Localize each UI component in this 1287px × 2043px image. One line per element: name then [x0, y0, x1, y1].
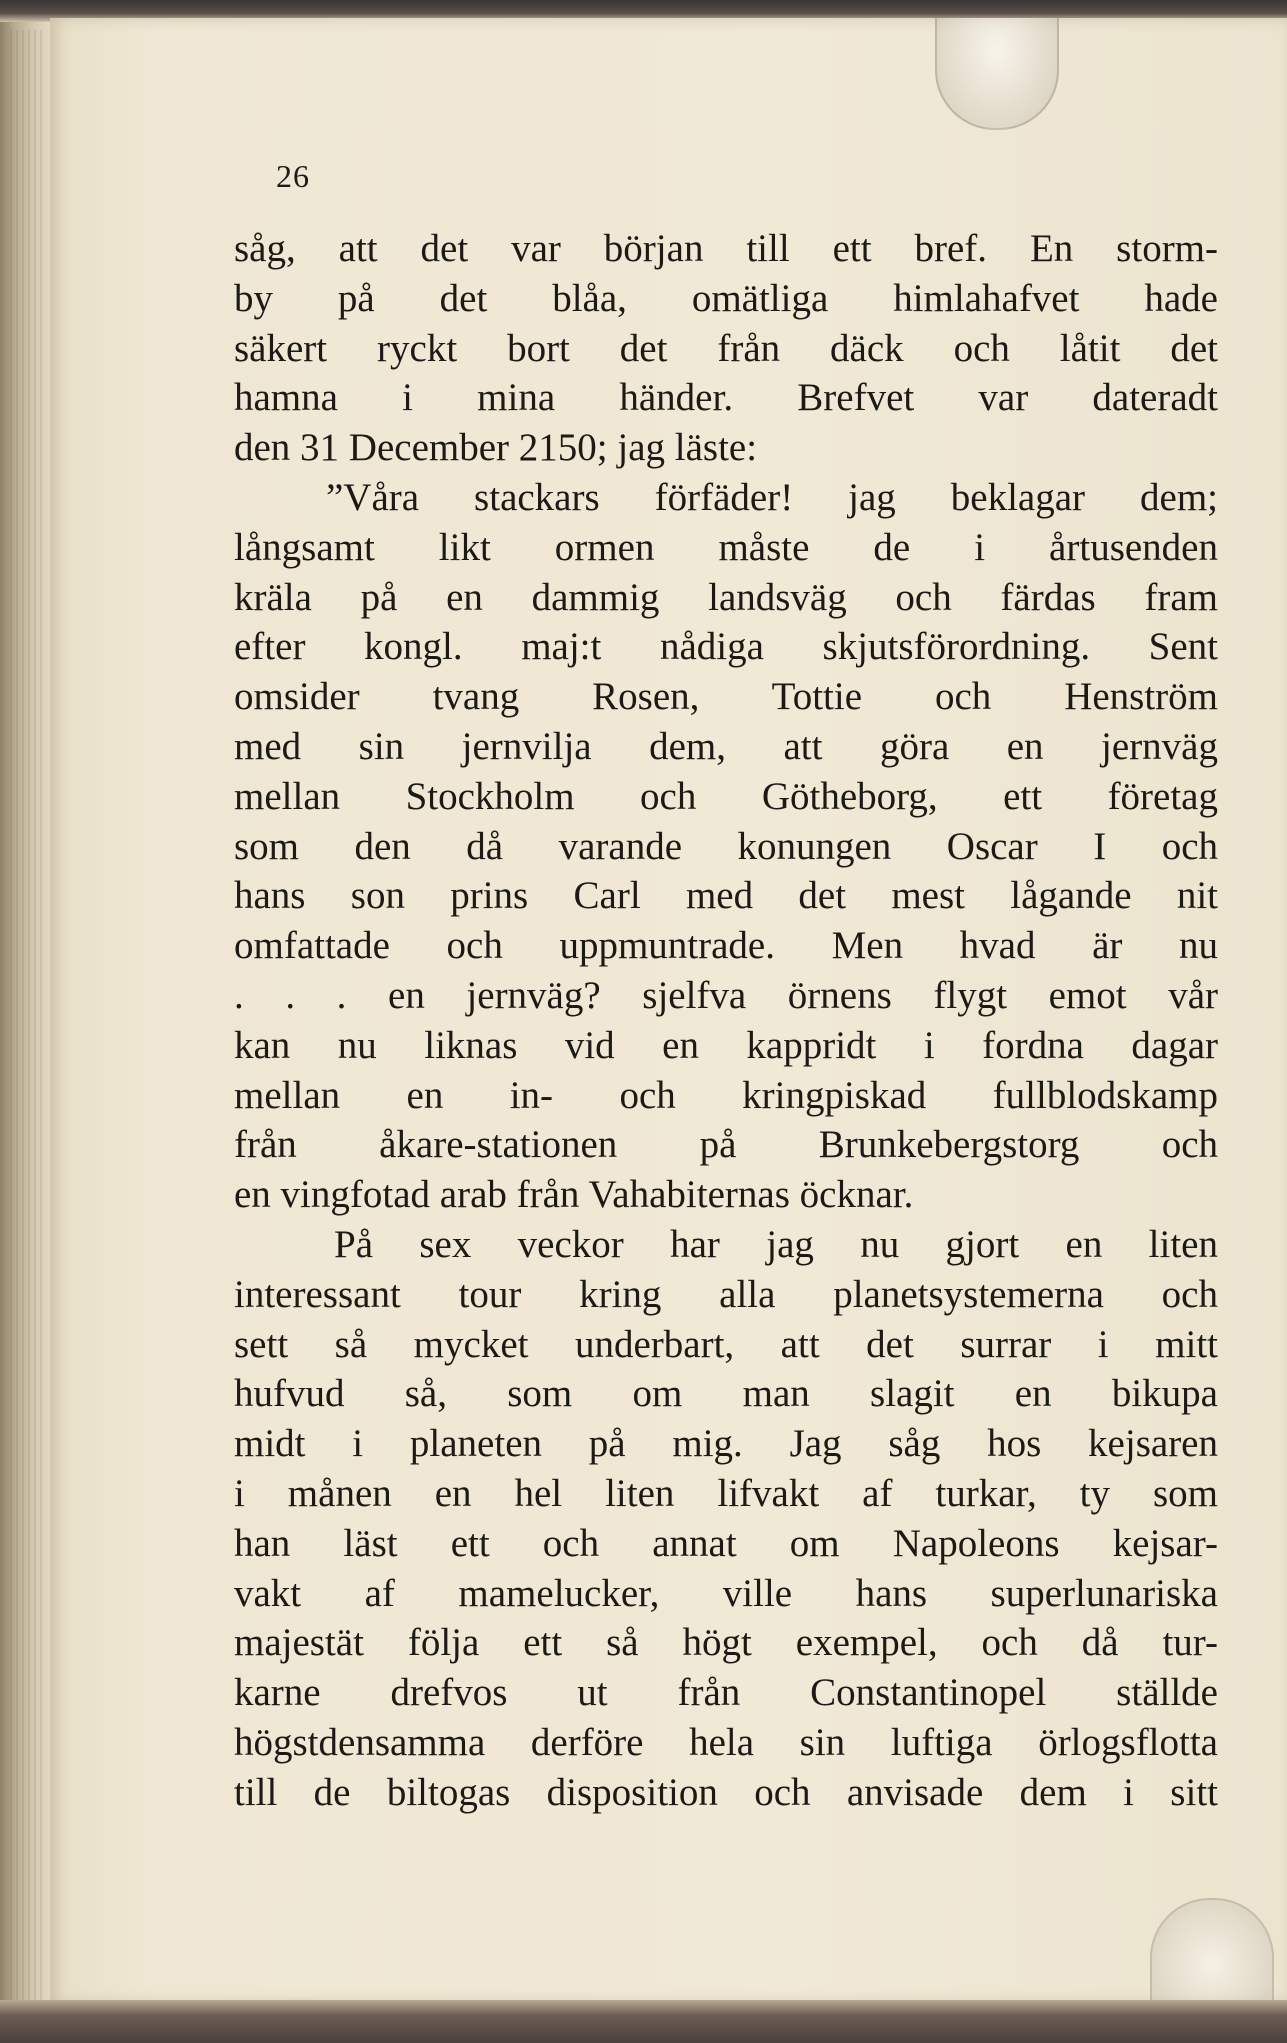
- text-line: majestät följa ett så högt exempel, och då tur-: [234, 1621, 1218, 1665]
- text-line: efter kongl. maj:t nådiga skjutsförordning. Sent: [234, 625, 1218, 669]
- text-line: han läst ett och annat om Napoleons kejsar-: [234, 1521, 1218, 1565]
- text-line: omfattade och uppmuntrade. Men hvad är nu: [234, 924, 1218, 968]
- spine-page-edges: [6, 30, 46, 2000]
- text-line: högstdensamma derföre hela sin luftiga örlogsflotta: [234, 1720, 1218, 1764]
- text-line: med sin jernvilja dem, att göra en jernväg: [234, 724, 1218, 768]
- text-line: från åkare-stationen på Brunkebergstorg och: [234, 1123, 1218, 1167]
- text-line: såg, att det var början till ett bref. En storm-: [234, 227, 1218, 270]
- text-line: by på det blåa, omätliga himlahafvet hade: [234, 276, 1218, 320]
- text-line: långsamt likt ormen måste de i årtusenden: [234, 525, 1218, 569]
- text-line: sett så mycket underbart, att det surrar i mitt: [234, 1322, 1218, 1366]
- text-line: till de biltogas disposition och anvisade dem i sitt: [234, 1770, 1218, 1814]
- text-line: vakt af mamelucker, ville hans superlunariska: [234, 1571, 1218, 1615]
- text-line: . . . en jernväg? sjelfva örnens flygt emot vår: [234, 973, 1218, 1017]
- text-line: På sex veckor har jag nu gjort en liten: [334, 1222, 1218, 1266]
- text-line: karne drefvos ut från Constantinopel ställde: [234, 1671, 1218, 1715]
- text-line: kräla på en dammig landsväg och färdas fram: [234, 575, 1218, 619]
- text-line: hamna i mina händer. Brefvet var dateradt: [234, 376, 1218, 420]
- text-line: omsider tvang Rosen, Tottie och Henström: [234, 675, 1218, 719]
- text-line: en vingfotad arab från Vahabiternas öcknar.: [234, 1173, 914, 1217]
- book-spine: [0, 0, 50, 2043]
- text-line: mellan Stockholm och Götheborg, ett företag: [234, 774, 1218, 818]
- body-text: [234, 224, 1218, 1818]
- text-line: hans son prins Carl med det mest lågande nit: [234, 874, 1218, 918]
- text-line: ”Våra stackars förfäder! jag beklagar dem;: [326, 475, 1218, 519]
- text-line: kan nu liknas vid en kappridt i fordna dagar: [234, 1023, 1218, 1067]
- text-line: mellan en in- och kringpiskad fullblodskamp: [234, 1073, 1218, 1117]
- text-line: den 31 December 2150; jag läste:: [234, 426, 758, 470]
- text-line: hufvud så, som om man slagit en bikupa: [234, 1372, 1218, 1416]
- bottom-book-edge: [0, 2000, 1287, 2043]
- page-clip: [935, 18, 1059, 130]
- text-line: i månen en hel liten lifvakt af turkar, ty som: [234, 1471, 1218, 1515]
- text-line: midt i planeten på mig. Jag såg hos kejsaren: [234, 1422, 1218, 1466]
- text-line: säkert ryckt bort det från däck och låtit det: [234, 326, 1218, 370]
- page-number: 26: [276, 158, 310, 194]
- text-line: som den då varande konungen Oscar I och: [234, 824, 1218, 868]
- text-line: interessant tour kring alla planetsystemerna och: [234, 1272, 1218, 1316]
